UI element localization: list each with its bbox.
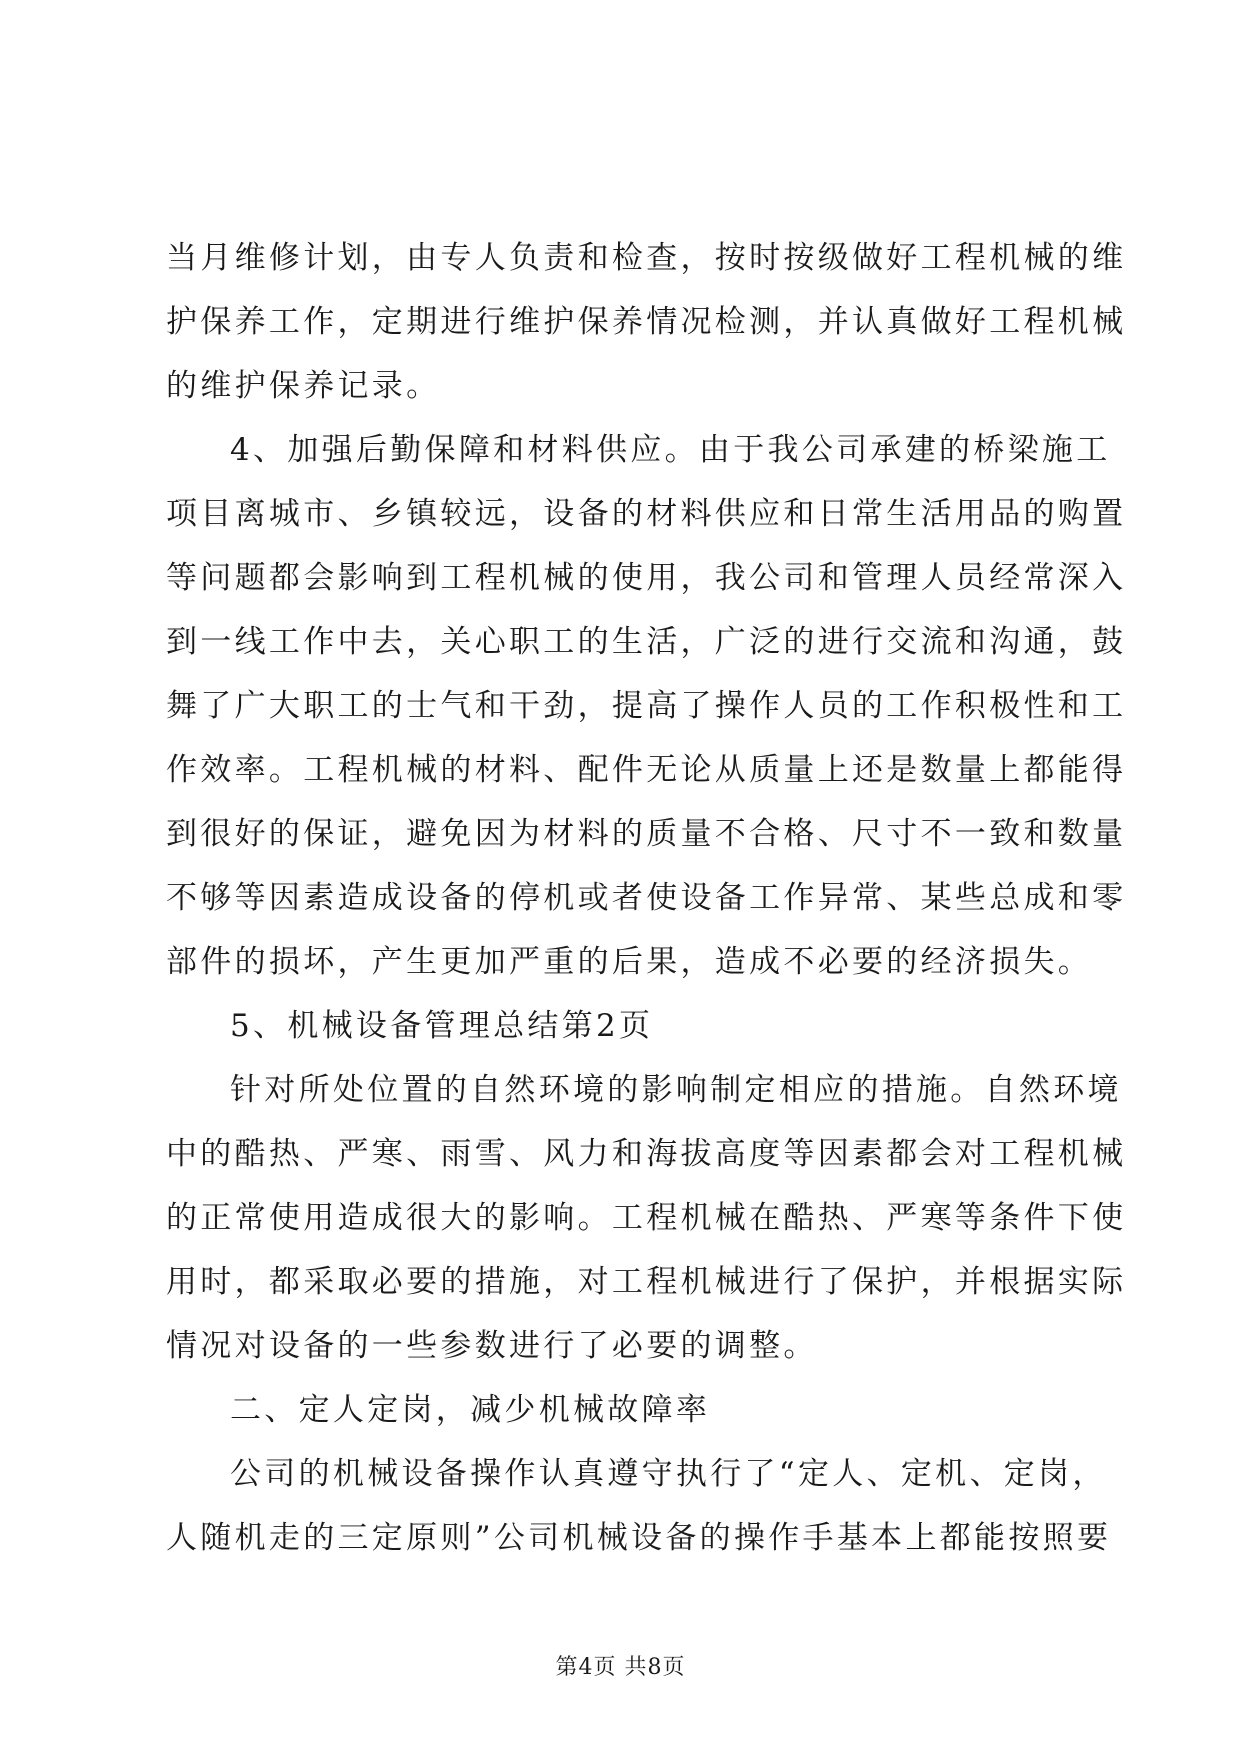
text-line: 情况对设备的一些参数进行了必要的调整。 — [166, 1328, 818, 1364]
text-line: 当月维修计划，由专人负责和检查，按时按级做好工程机械的维 — [166, 240, 1127, 276]
text-line: 部件的损坏，产生更加严重的后果，造成不必要的经济损失。 — [166, 944, 1093, 980]
text-line: 到一线工作中去，关心职工的生活，广泛的进行交流和沟通，鼓 — [166, 624, 1127, 660]
section-heading-line: 5、机械设备管理总结第2页 — [230, 1008, 654, 1044]
text-line: 到很好的保证，避免因为材料的质量不合格、尺寸不一致和数量 — [166, 816, 1127, 852]
document-body — [166, 226, 1127, 1570]
text-line: 作效率。工程机械的材料、配件无论从质量上还是数量上都能得 — [166, 752, 1127, 788]
text-line: 的维护保养记录。 — [166, 368, 441, 404]
text-line: 中的酷热、严寒、雨雪、风力和海拔高度等因素都会对工程机械 — [166, 1136, 1127, 1172]
text-line: 护保养工作，定期进行维护保养情况检测，并认真做好工程机械 — [166, 304, 1127, 340]
text-line: 等问题都会影响到工程机械的使用，我公司和管理人员经常深入 — [166, 560, 1127, 596]
paragraph-start-line: 公司的机械设备操作认真遵守执行了“定人、定机、定岗， — [230, 1456, 1107, 1492]
text-line: 人随机走的三定原则”公司机械设备的操作手基本上都能按照要 — [166, 1520, 1112, 1556]
text-line: 不够等因素造成设备的停机或者使设备工作异常、某些总成和零 — [166, 880, 1127, 916]
text-line: 项目离城市、乡镇较远，设备的材料供应和日常生活用品的购置 — [166, 496, 1127, 532]
section-heading-line: 二、定人定岗，减少机械故障率 — [230, 1392, 711, 1428]
paragraph-start-line: 4、加强后勤保障和材料供应。由于我公司承建的桥梁施工 — [230, 432, 1111, 468]
text-line: 用时，都采取必要的措施，对工程机械进行了保护，并根据实际 — [166, 1264, 1127, 1300]
text-line: 舞了广大职工的士气和干劲，提高了操作人员的工作积极性和工 — [166, 688, 1127, 724]
text-line: 的正常使用造成很大的影响。工程机械在酷热、严寒等条件下使 — [166, 1200, 1127, 1236]
paragraph-start-line: 针对所处位置的自然环境的影响制定相应的措施。自然环境 — [230, 1072, 1122, 1108]
page-number-footer: 第4页 共8页 — [555, 1655, 686, 1680]
